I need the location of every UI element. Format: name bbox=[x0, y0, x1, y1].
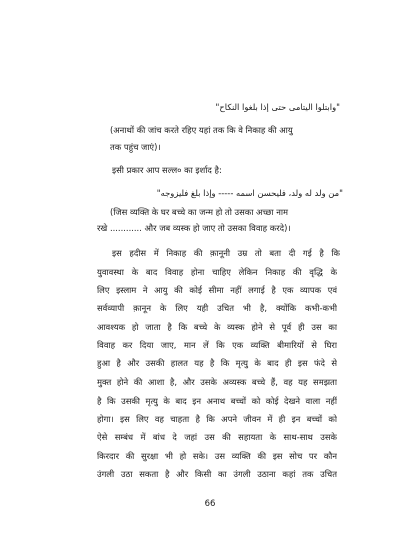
body-line: मुक्त होने की आशा है, और उसके अव्यस्क बच्चे हैं, वह यह समझता bbox=[97, 377, 337, 387]
body-line: लिए इस्लाम ने आयु की कोई सीमा नहीं लगाई है एक व्यापक एवं bbox=[97, 285, 337, 295]
body-line: है कि उसकी मृत्यु के बाद इन अनाथ बच्चों को कोई देखने वाला नहीं bbox=[97, 396, 337, 406]
body-line: इस हदीस में निकाह की क़ानूनी उम्र तो बता दी गई है कि bbox=[112, 248, 340, 258]
body-line: युवावस्था के बाद विवाह होना चाहिए लेकिन निकाह की वृद्धि के bbox=[97, 267, 337, 277]
intro-line: इसी प्रकार आप सल्ल० का इर्शाद है: bbox=[112, 165, 222, 175]
body-line: उंगली उठा सकता है और किसी का उंगली उठाना कहां तक उचित bbox=[97, 469, 337, 479]
arabic-quote-1: "وابتلوا اليتامى حتى إذا بلغوا النكاح" bbox=[215, 102, 340, 112]
arabic-quote-2: "من ولد له ولد، فليحسن اسمه ----- وإذا بلغ فليزوجه" bbox=[156, 188, 343, 198]
body-line: विवाह कर दिया जाए, मान लें कि एक व्यक्ति बीमारियों से घिरा bbox=[97, 340, 337, 350]
body-line: हुआ है और उसकी हालत यह है कि मृत्यु के बाद ही इस फंदे से bbox=[97, 358, 337, 368]
body-line: ऐसे सम्बंध में बांध दे जहां उस की सहायता के साथ-साथ उसके bbox=[97, 432, 337, 442]
paragraph-1-line-2: तक पहुंच जाएं)। bbox=[110, 142, 161, 152]
body-line: सर्वव्यापी क़ानून के लिए यही उचित भी है, क्योंकि कभी-कभी bbox=[97, 303, 337, 313]
paragraph-2-line-1: (जिस व्यक्ति के घर बच्चे का जन्म हो तो उसका अच्छा नाम bbox=[110, 207, 289, 217]
page-number: 66 bbox=[204, 499, 216, 509]
paragraph-2-line-2: रखे ............ और जब व्यस्क हो जाए तो उसका विवाह करदे)। bbox=[97, 223, 291, 233]
body-line: किरदार की सुरक्षा भी हो सके। उस व्यक्ति की इस सोच पर कौन bbox=[97, 451, 337, 461]
body-line: होगा। इस लिए वह चाहता है कि अपने जीवन में ही इन बच्चों को bbox=[97, 414, 337, 424]
body-line: आवश्यक हो जाता है कि बच्चे के व्यस्क होने से पूर्व ही उस का bbox=[97, 322, 337, 332]
paragraph-1-line-1: (अनाथों की जांच करते रहिए यहां तक कि वे निकाह की आयु bbox=[110, 125, 293, 135]
